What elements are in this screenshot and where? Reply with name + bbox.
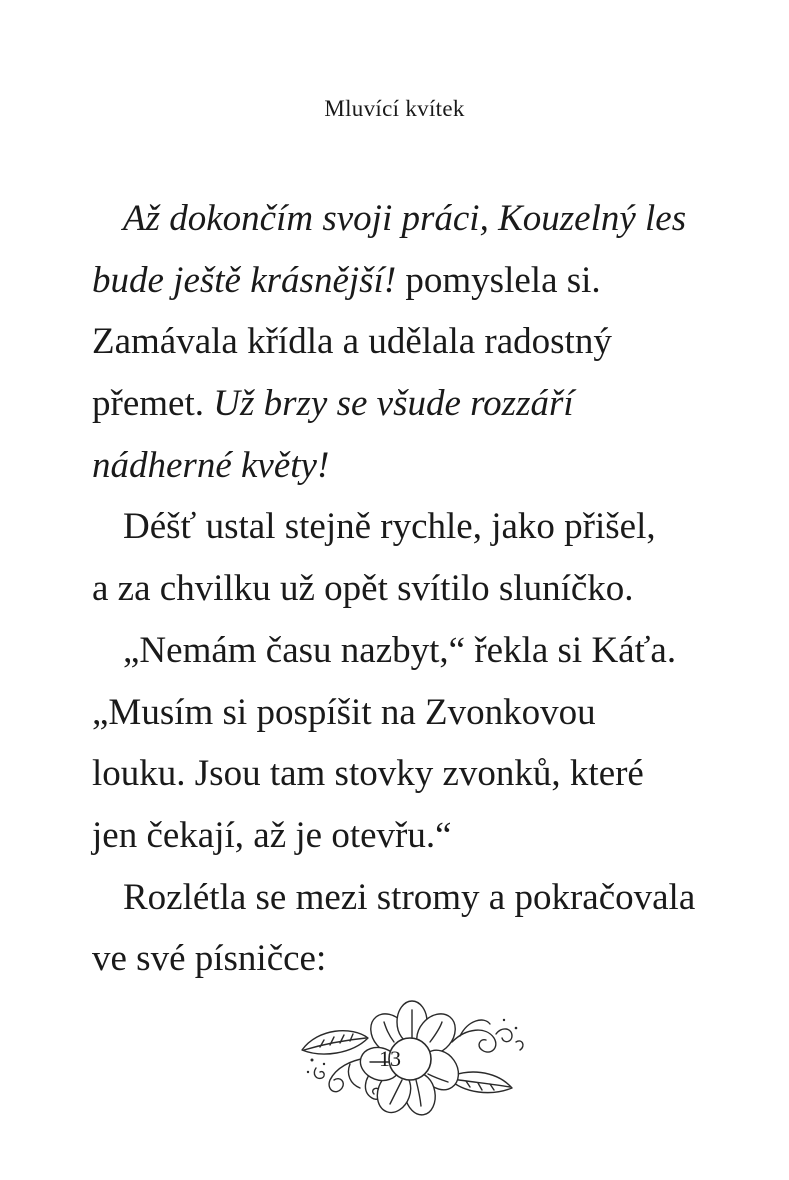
text-line [92, 928, 732, 990]
text-line [92, 805, 732, 867]
italic-text-segment: bude ještě krásnější! [92, 259, 397, 301]
page-number: 13 [379, 1046, 401, 1071]
italic-text-segment: Až dokončím svoji práci, Kouzelný les [123, 198, 687, 239]
text-segment: a za chvilku už opět svítilo sluníčko. [92, 568, 634, 610]
body-text [92, 188, 732, 990]
text-line [92, 620, 732, 682]
italic-text-segment: Už brzy se všude rozzáří [213, 383, 574, 425]
text-segment: ve své písničce: [92, 938, 327, 980]
text-line [92, 867, 732, 929]
text-segment: Rozlétla se mezi stromy a pokračovala [123, 876, 696, 918]
text-line [92, 311, 732, 373]
text-line [92, 188, 732, 250]
text-segment: jen čekají, až je otevřu.“ [92, 814, 452, 856]
text-segment: Déšť ustal stejně rychle, jako přišel, [123, 506, 656, 548]
text-segment: přemet. [92, 383, 214, 425]
text-line [92, 682, 732, 744]
running-title: Mluvící kvítek [324, 96, 465, 121]
text-line [92, 743, 732, 805]
italic-text-segment: nádherné květy! [92, 444, 330, 486]
text-line [92, 558, 732, 620]
text-segment: louku. Jsou tam stovky zvonků, které [92, 753, 644, 795]
text-segment: Zamávala křídla a udělala radostný [92, 321, 612, 363]
text-line [92, 435, 732, 497]
text-segment: „Musím si pospíšit na Zvonkovou [92, 691, 596, 733]
text-line [92, 373, 732, 435]
text-segment: „Nemám času nazbyt,“ řekla si Káťa. [123, 629, 677, 671]
text-segment: pomyslela si. [396, 259, 601, 301]
text-line [92, 250, 732, 312]
text-line [92, 496, 732, 558]
flower-ornament-icon [290, 998, 530, 1122]
